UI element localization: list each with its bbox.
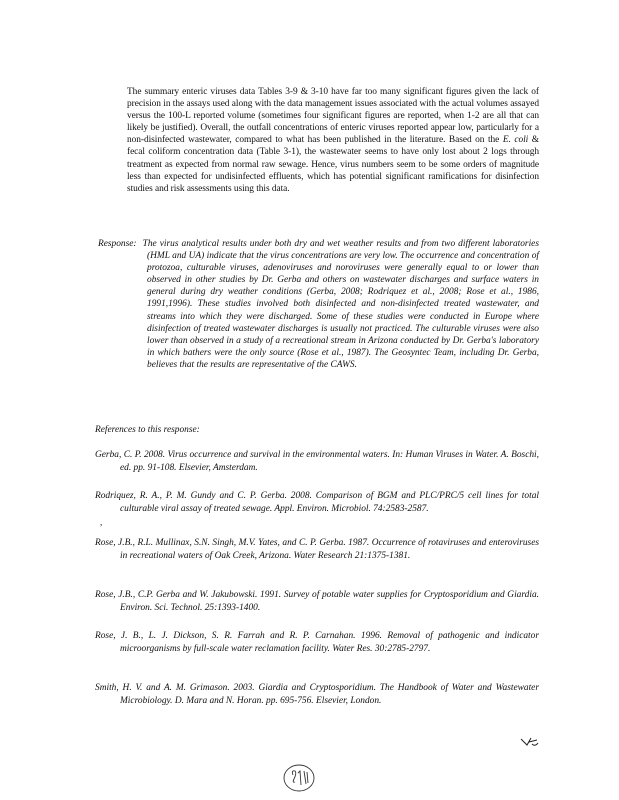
response-text: The virus analytical results under both dry and wet weather results and from two different laboratories (HML and UA) indicate that the virus concentrations are very low. The occurrence and concentration of protozoa, culturable viruses, adenoviruses and noroviruses were generally equal to or lower than observed in other studies by Dr. Gerba and others on wastewater discharges and surface waters in general during dry weather conditions (Gerba, 2008; Rodriquez et al., 2008; Rose et al., 1986, 1991,1996). These studies involved both disinfected and non-disinfected treated wastewater, and streams into which they were discharged. Some of these studies were conducted in Europe where disinfection of treated wastewater discharges is usually not practiced. The culturable viruses were also lower than observed in a study of a recreational stream in Arizona conducted by Dr. Gerba's laboratory in which bathers were the only source (Rose et al., 1987). The Geosyntec Team, including Dr. Gerba, believes that the results are representative of the CAWS. [142, 239, 539, 370]
references-heading: References to this response: [95, 425, 200, 435]
response-paragraph [98, 238, 539, 371]
comment-ecoli: E. coli [502, 135, 529, 146]
margin-tick: , [100, 517, 103, 527]
handwritten-page-number [282, 763, 316, 793]
reference-item: Gerba, C. P. 2008. Virus occurrence and survival in the environmental waters. In: Human Viruses in Water. A. Boschi, ed. pp. 91-108. Elsevier, Amsterdam. [95, 450, 539, 473]
reference-item: Rose, J. B., L. J. Dickson, S. R. Farrah and R. P. Carnahan. 1996. Removal of pathogenic and indicator microorganisms by full-scale water reclamation facility. Water Res. 30:2785-2797. [95, 631, 539, 654]
reference-item: Rose, J.B., R.L. Mullinax, S.N. Singh, M.V. Yates, and C. P. Gerba. 1987. Occurrence of rotaviruses and enteroviruses in recreational waters of Oak Creek, Arizona. Water Research 21:1375-1381. [95, 538, 539, 561]
reference-item: Smith, H. V. and A. M. Grimason. 2003. Giardia and Cryptosporidium. The Handbook of Water and Wastewater Microbiology. D. Mara and N. Horan. pp. 695-756. Elsevier, London. [95, 683, 539, 706]
handwritten-margin-mark [519, 736, 539, 748]
reference-item: Rodriquez, R. A., P. M. Gundy and C. P. Gerba. 2008. Comparison of BGM and PLC/PRC/5 cell lines for total culturable viral assay of treated sewage. Appl. Environ. Microbiol. 74:2583-2587. [95, 491, 539, 514]
comment-text-a: The summary enteric viruses data Tables 3-9 & 3-10 have far too many significant figures given the lack of precision in the assays used along with the data management issues associated with the actual volumes assayed versus the 100-L reported volume (sometimes four significant figures are reported, when 1-2 are all that can likely be justified). Overall, the outfall concentrations of enteric viruses reported appear low, particularly for a non-disinfected wastewater, compared to what has been published in the literature. Based on the [127, 87, 539, 146]
response-label: Response: [98, 239, 137, 249]
reviewer-comment-paragraph [127, 86, 539, 195]
reference-item: Rose, J.B., C.P. Gerba and W. Jakubowski. 1991. Survey of potable water supplies for Cryptosporidium and Giardia. Environ. Sci. Technol. 25:1393-1400. [95, 590, 539, 613]
comment-text-b: & fecal coliform concentration data (Table 3-1), the wastewater seems to have only lost about 2 logs through treatment as expected from normal raw sewage. Hence, virus numbers seem to be some orders of magnitude less than expected for undisinfected effluents, which has potential significant ramifications for disinfection studies and risk assessments using this data. [127, 135, 540, 194]
